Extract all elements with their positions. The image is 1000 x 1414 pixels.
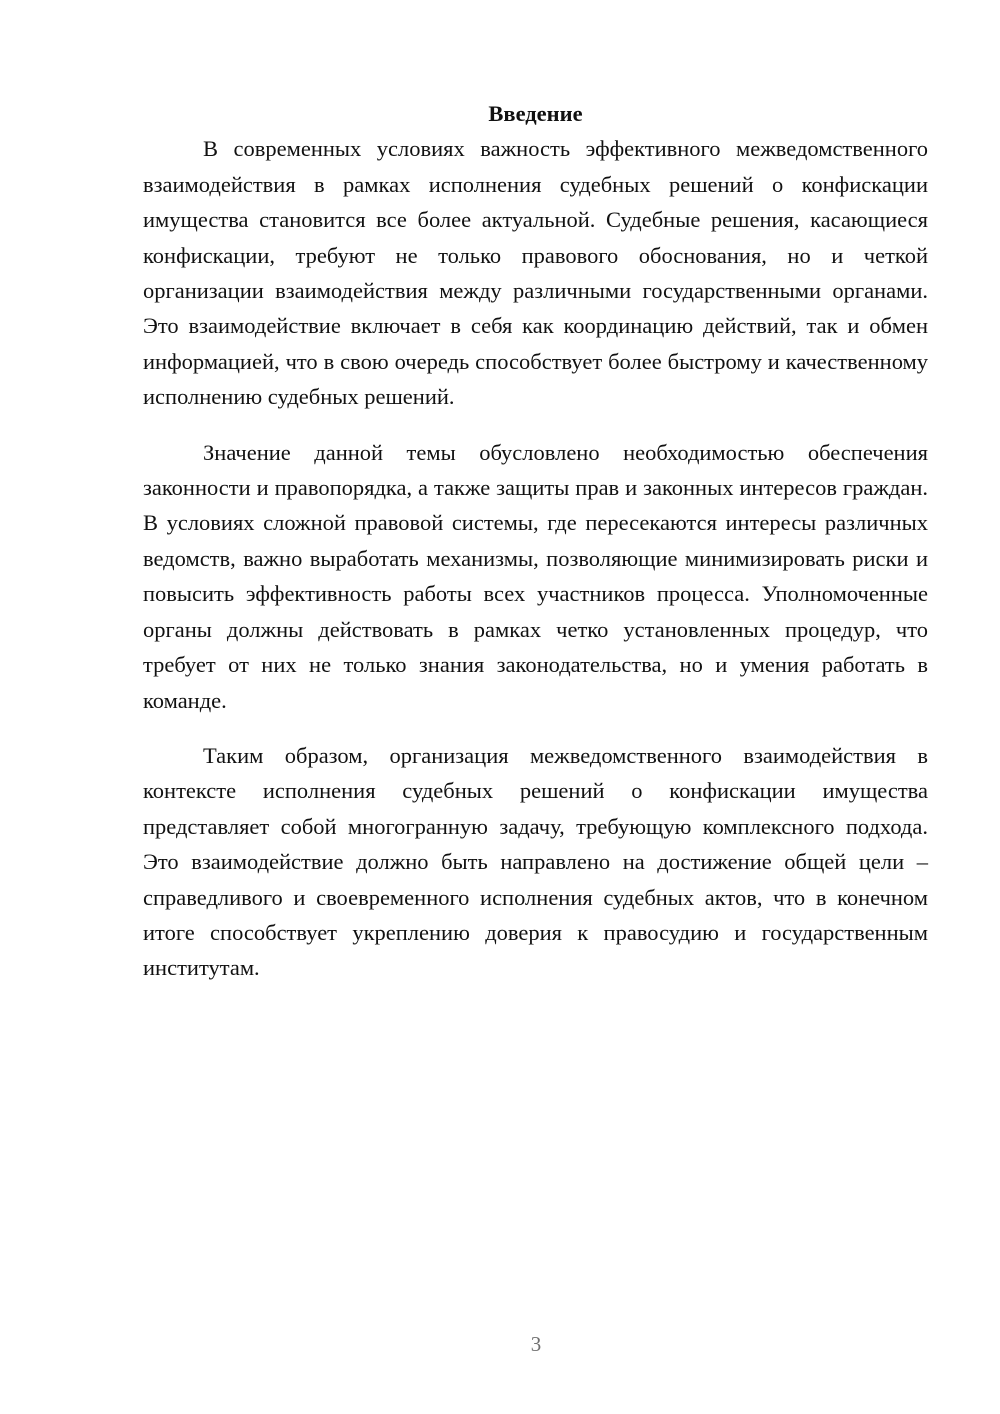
document-body (143, 96, 928, 986)
section-heading: Введение (488, 101, 583, 126)
paragraph-3: Таким образом, организация межведомственного взаимодействия в контексте исполнения судебных решений о конфискации имущества представляет собой многогранную задачу, требующую комплексного подхода. Это взаимодействие должно быть направлено на достижение общей цели – справедливого и своевременного исполнения судебных актов, что в конечном итоге способствует укреплению доверия к правосудию и государственным институтам. (143, 742, 928, 981)
page-number: 3 (530, 1332, 542, 1356)
paragraph-1: В современных условиях важность эффективного межведомственного взаимодействия в рамках исполнения судебных решений о конфискации имущества становится все более актуальной. Судебные решения, касающиеся конфискации, требуют не только правового обоснования, но и четкой организации взаимодействия между различными государственными органами. Это взаимодействие включает в себя как координацию действий, так и обмен информацией, что в свою очередь способствует более быстрому и качественному исполнению судебных решений. (143, 136, 928, 410)
paragraph-2: Значение данной темы обусловлено необходимостью обеспечения законности и правопорядка, а также защиты прав и законных интересов граждан. В условиях сложной правовой системы, где пересекаются интересы различных ведомств, важно выработать механизмы, позволяющие минимизировать риски и повысить эффективность работы всех участников процесса. Уполномоченные органы должны действовать в рамках четко установленных процедур, что требует от них не только знания законодательства, но и умения работать в команде. (143, 439, 928, 713)
